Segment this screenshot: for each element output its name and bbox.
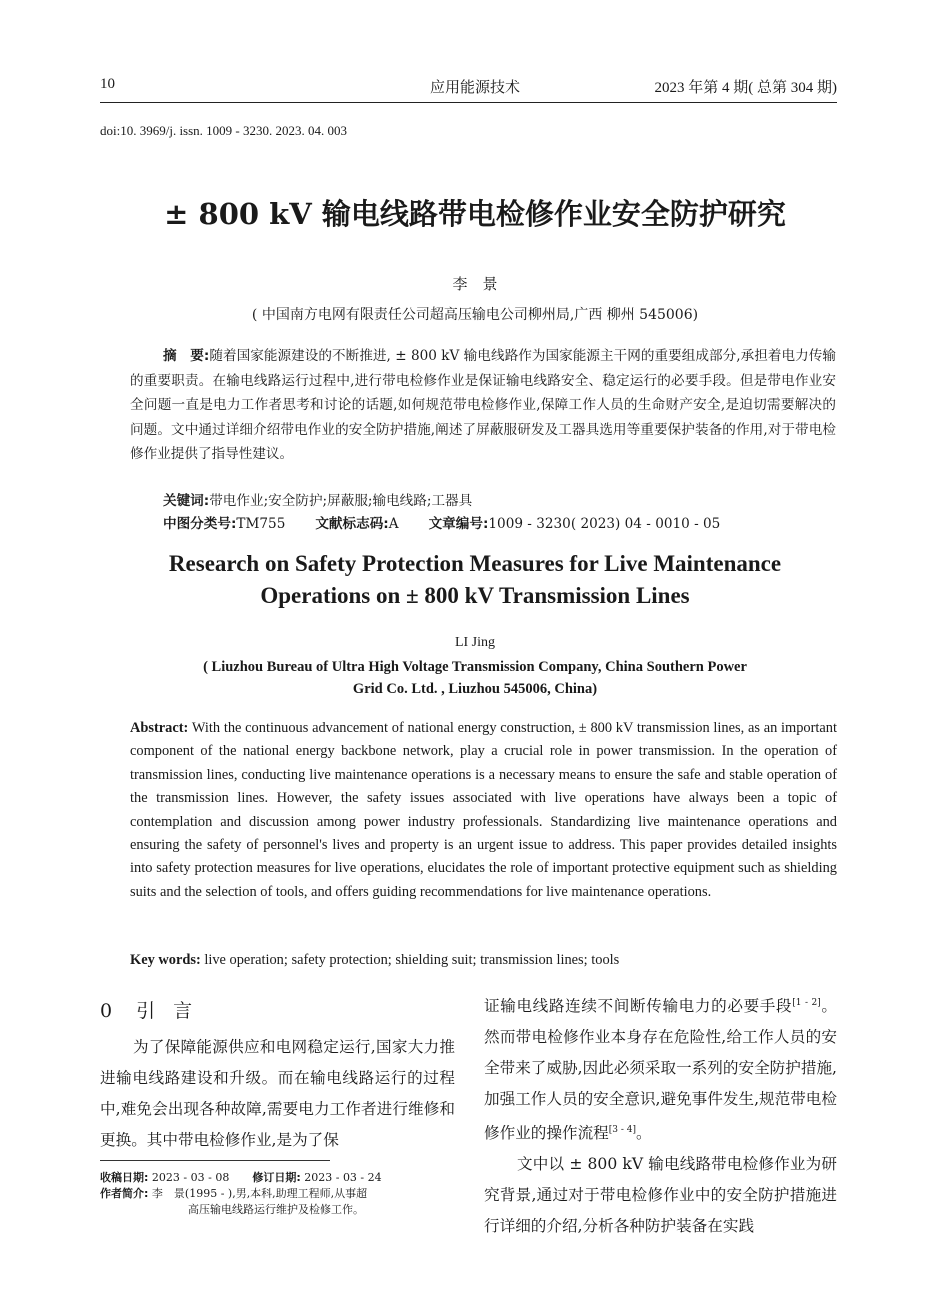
section-title: 引言 [136,1000,211,1022]
footnote-rule [100,1160,330,1161]
abstract-cn [130,344,836,467]
clc-value: TM755 [236,516,286,532]
affiliation-en-line1: ( Liuzhou Bureau of Ultra High Voltage Transmission Company, China Southern Power [203,659,747,675]
footnote [100,1170,460,1218]
section-number: 0 [100,1000,115,1022]
keywords-cn [163,489,472,509]
doi: doi:10. 3969/j. issn. 1009 - 3230. 2023. 04. 003 [100,123,348,138]
bio-line1: 李 景(1995 - ),男,本科,助理工程师,从事超 [151,1187,368,1200]
footnote-dates [100,1170,460,1186]
affiliation-en-line2: Grid Co. Ltd. , Liuzhou 545006, China) [352,681,598,697]
doc-code-value: A [388,516,399,532]
page-number: 10 [100,76,115,92]
keywords-en [130,952,837,969]
abstract-en-label: Abstract: [130,720,189,736]
journal-name: 应用能源技术 [429,80,520,96]
para1-part-a: 证输电线路连续不间断传输电力的必要手段 [484,997,793,1015]
classification-line [163,512,720,532]
body-left-para1: 为了保障能源供应和电网稳定运行,国家大力推进输电线路建设和升级。而在输电线路运行的过程中,难免会出现各种故障,需要电力工作者进行维修和更换。其中带电检修作业,是为了保 [100,1038,455,1149]
doc-code-label: 文献标志码: [315,516,389,532]
abstract-en [130,717,837,904]
received-label: 收稿日期: [100,1171,149,1184]
title-cn: ± 800 kV 输电线路带电检修作业安全防护研究 [164,197,786,231]
footnote-bio [100,1186,460,1202]
title-en-line2: Operations on ± 800 kV Transmission Lines [260,583,690,608]
received-value: 2023 - 03 - 08 [151,1171,230,1184]
issue-info: 2023 年第 4 期( 总第 304 期) [654,80,837,96]
abstract-en-text: With the continuous advancement of national energy construction, ± 800 kV transmission lines, as an important component of the national energy backbone network, play a crucial role in power transmission. In the operation of transmission lines, conducting live maintenance operations is a necessary means to ensure the safe and stable operation of the transmission lines. However, the safety issues associated with live operations have always been a topic of contemplation and discussion among power industry professionals. Standardizing live maintenance operations and ensuring the safety of personnel's lives and property is an urgent issue to address. This paper provides detailed insights into safety protection measures for live operations, elucidates the role of important protective equipment such as shielding suits and the selection of tools, and offers guiding recommendations for live maintenance operations. [130,720,837,900]
title-en [0,548,950,612]
bio-label: 作者简介: [100,1187,149,1200]
clc-label: 中图分类号: [163,516,237,532]
bio-line2: 高压输电线路运行维护及检修工作。 [188,1203,364,1216]
affiliation-en [0,656,950,700]
author-en: LI Jing [454,635,496,650]
body-left-column [100,996,455,1156]
section-heading [100,996,455,1023]
abstract-cn-text: 随着国家能源建设的不断推进, ± 800 kV 输电线路作为国家能源主干网的重要组成部分,承担着电力传输的重要职责。在输电线路运行过程中,进行带电检修作业是保证输电线路安全、稳定运行的必要手段。但是带电作业安全问题一直是电力工作者思考和讨论的话题,如何规范带电检修作业,保障工作人员的生命财产安全,是迫切需要解决的问题。文中通过详细介绍带电作业的安全防护措施,阐述了屏蔽服研发及工器具选用等重要保护装备的作用,对于带电检修作业提供了指导性建议。 [130,348,836,462]
author-cn: 李 景 [452,275,498,293]
keywords-cn-text: 带电作业;安全防护;屏蔽服;输电线路;工器具 [209,493,473,509]
para1-part-c: 。 [636,1124,652,1142]
citation-3-4: [3 - 4] [608,1125,637,1135]
keywords-en-label: Key words: [130,952,201,968]
affiliation-cn: ( 中国南方电网有限责任公司超高压输电公司柳州局,广西 柳州 545006) [251,307,699,323]
citation-1-2: [1 - 2] [792,998,821,1008]
header-rule [100,102,837,103]
keywords-cn-label: 关键词: [163,493,210,509]
article-no-value: 1009 - 3230( 2023) 04 - 0010 - 05 [488,516,721,532]
keywords-en-text: live operation; safety protection; shielding suit; transmission lines; tools [204,952,620,968]
body-right-para2: 文中以 ± 800 kV 输电线路带电检修作业为研究背景,通过对于带电检修作业中的安全防护措施进行详细的介绍,分析各种防护装备在实践 [484,1155,837,1235]
para1-part-b: 。然而带电检修作业本身存在危险性,给工作人员的安全带来了威胁,因此必须采取一系列的安全防护措施,加强工作人员的安全意识,避免事件发生,规范带电检修作业的操作流程 [484,997,837,1142]
revised-value: 2023 - 03 - 24 [304,1171,382,1184]
abstract-cn-label: 摘 要: [163,348,210,364]
body-right-para1 [484,988,837,1149]
article-no-label: 文章编号: [428,516,489,532]
body-right-column [484,988,837,1242]
title-en-line1: Research on Safety Protection Measures for Live Maintenance [168,551,782,576]
revised-label: 修订日期: [252,1171,301,1184]
